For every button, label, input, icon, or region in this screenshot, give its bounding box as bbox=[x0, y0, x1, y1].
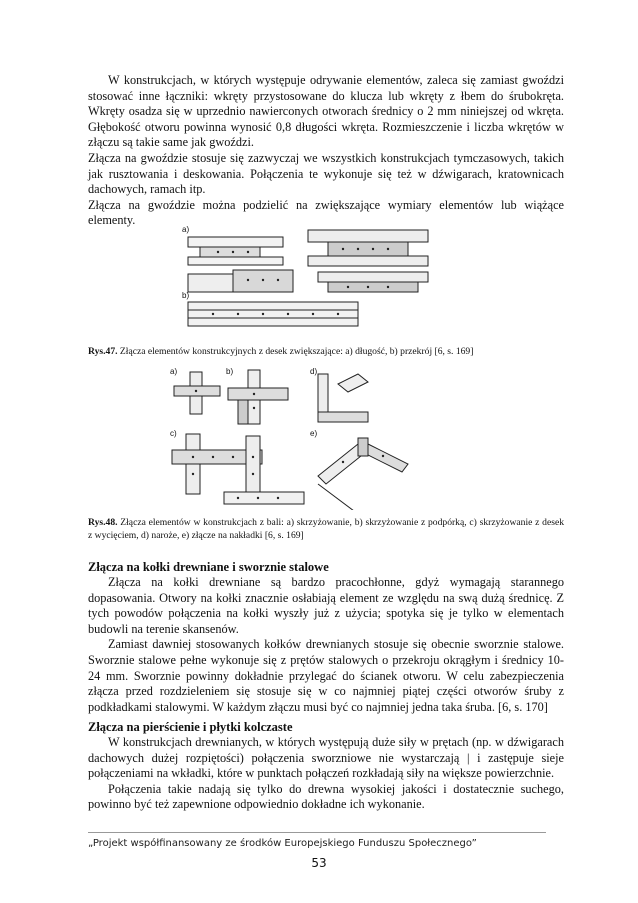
figure-48-drawing bbox=[168, 364, 448, 510]
paragraph: W konstrukcjach, w których występuje odrywanie elementów, zaleca się zamiast gwoździ stosować inne łączniki: wkręty przystosowane do klucza lub wkręty z łbem do śrubokręta. Wkręty osadza się w uprzednio nawierconych otworach średnicy o 2 mm niniejszej od wkręta. Głębokość otworu powinna wynosić 0,8 długości wkręta. Rozmieszczenie i liczba wkrętów w złączu są takie same jak gwoździ. bbox=[88, 73, 564, 150]
section-1-text bbox=[88, 575, 564, 715]
figure-label: c) bbox=[170, 429, 177, 438]
section-heading: Złącza na pierścienie i płytki kolczaste bbox=[88, 720, 293, 734]
figure-label: e) bbox=[310, 429, 318, 438]
paragraph: Złącza na gwoździe stosuje się zazwyczaj we wszystkich konstrukcjach tymczasowych, takich jak rusztowania i deskowania. Połączenia te wykonuje się też w dźwigarach, kratownicach dachowych, ramach itp. bbox=[88, 150, 564, 197]
caption-text: Złącza elementów konstrukcyjnych z desek zwiększające: a) długość, b) przekrój [6, s. 169] bbox=[117, 346, 474, 357]
section-heading: Złącza na kołki drewniane i sworznie stalowe bbox=[88, 560, 329, 574]
caption-number: Rys.48. bbox=[88, 517, 118, 528]
section-2-text bbox=[88, 735, 564, 813]
intro-text bbox=[88, 73, 564, 229]
figure-label: a) bbox=[170, 367, 178, 376]
figure-label: d) bbox=[310, 367, 318, 376]
figure-47-drawing bbox=[178, 222, 448, 332]
figure-48-caption bbox=[88, 516, 564, 542]
caption-number: Rys.47. bbox=[88, 346, 118, 357]
paragraph: Złącza na kołki drewniane są bardzo pracochłonne, gdyż wymagają starannego dopasowania. Otwory na kołki znacznie osłabiają element ze względu na swą dużą średnicę. Z tych powodów połączenia na kołki wyszły już z użycia; spotyka się je tylko w elementach budowli na terenie skansenów. bbox=[88, 575, 564, 636]
footer-note: „Projekt współfinansowany ze środków Europejskiego Funduszu Społecznego” bbox=[88, 838, 477, 849]
paragraph: Połączenia takie nadają się tylko do drewna wysokiej jakości i dostatecznie suchego, powinno być też zapewnione odpowiednio dokładne ich wykonanie. bbox=[88, 781, 564, 812]
paragraph: W konstrukcjach drewnianych, w których występują duże siły w prętach (np. w dźwigarach dachowych dużej rozpiętości) połączenia sworzniowe nie wystarczają | i zastępuje sieje połączeniami na wkładki, które w punktach połączeń rozkładają siły na większe powierzchnie. bbox=[88, 735, 564, 781]
caption-text: Złącza elementów w konstrukcjach z bali: a) skrzyżowanie, b) skrzyżowanie z podpórką, c) skrzyżowanie z desek z wycięciem, d) naroże, e) złącze na nakładki [6, s. 169] bbox=[88, 517, 564, 541]
paragraph: Zamiast dawniej stosowanych kołków drewnianych stosuje się obecnie sworznie stalowe. Sworznie stalowe pełne wykonuje się z prętów stalowych o przekroju okrągłym i średnicy 10-24 mm. Sworznie powinny dokładnie przylegać do ścianek otworu. W celu zabezpieczenia złącza przed rozdzieleniem się stosuje się w co najmniej piątej części otworów śruby z podkładkami stalowymi. W każdym złączu musi być co najmniej jedna taka śruba. [6, s. 170] bbox=[88, 637, 564, 714]
figure-47-caption bbox=[88, 345, 564, 358]
figure-label: a) bbox=[182, 225, 190, 234]
page-number: 53 bbox=[311, 856, 327, 870]
figure-label: b) bbox=[226, 367, 234, 376]
footer-divider bbox=[88, 832, 546, 833]
figure-label: b) bbox=[182, 291, 190, 300]
paragraph: Złącza na gwoździe można podzielić na zwiększające wymiary elementów lub wiążące elementy. bbox=[88, 197, 564, 228]
